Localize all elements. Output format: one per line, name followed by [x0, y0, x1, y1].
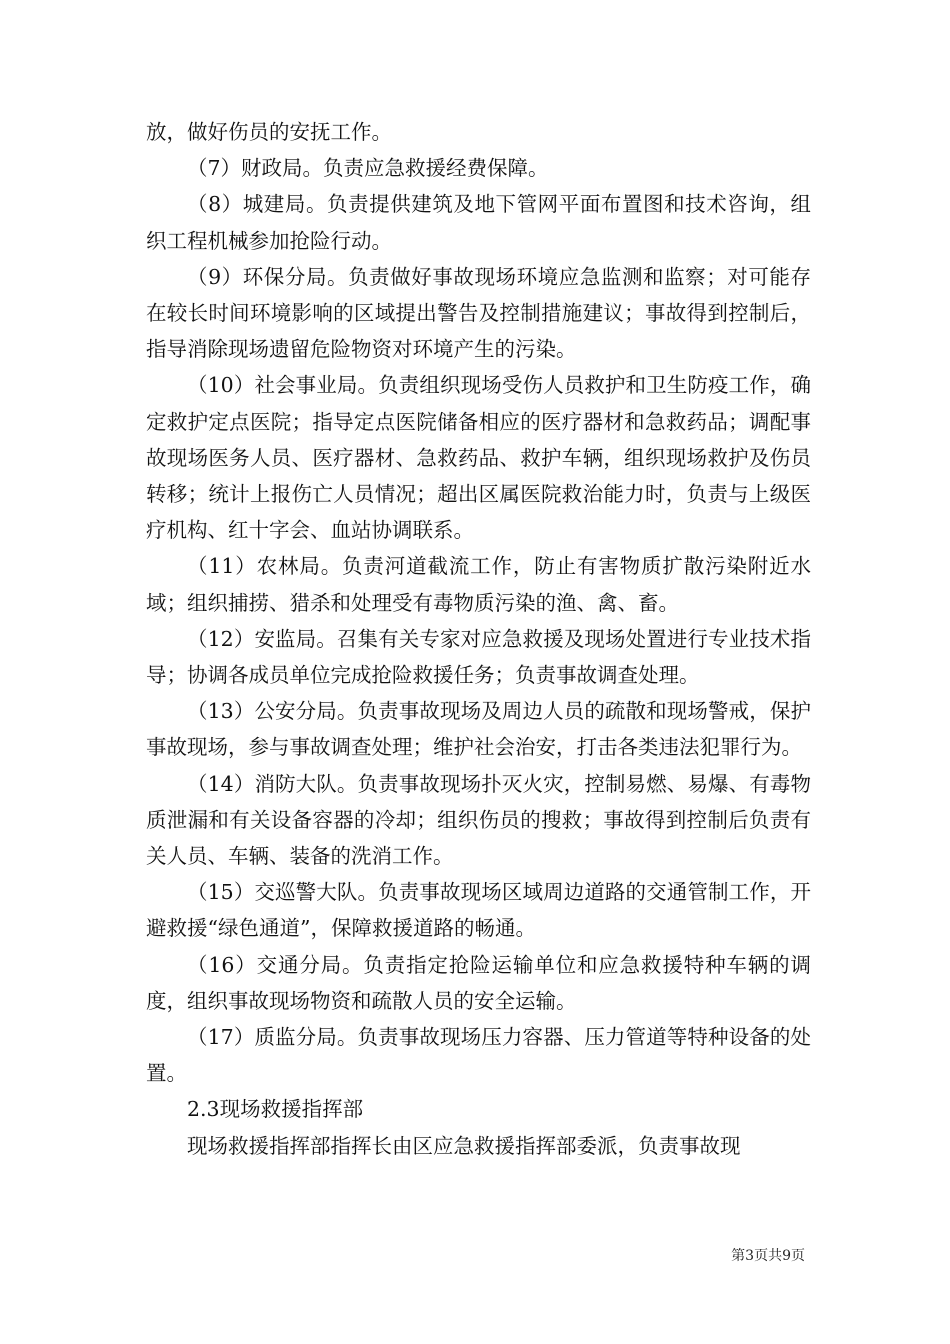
paragraph-continuation: 放，做好伤员的安抚工作。 [146, 120, 392, 144]
paragraph-environment-bureau: （9）环保分局。负责做好事故现场环境应急监测和监察；对可能存在较长时间环境影响的区域提出警告及控制措施建议；事故得到控制后，指导消除现场遗留危险物资对环境产生的污染。 [146, 264, 811, 362]
paragraph-traffic-police: （15）交巡警大队。负责事故现场区域周边道路的交通管制工作，开避救援“绿色通道”，保障救援道路的畅通。 [146, 880, 811, 941]
paragraph-public-security: （13）公安分局。负责事故现场及周边人员的疏散和现场警戒，保护事故现场，参与事故调查处理；维护社会治安，打击各类违法犯罪行为。 [146, 699, 811, 760]
document-body [146, 114, 811, 1164]
paragraph-finance-bureau: （7）财政局。负责应急救援经费保障。 [187, 156, 549, 181]
page-footer [0, 1245, 950, 1265]
paragraph-social-affairs-bureau: （10）社会事业局。负责组织现场受伤人员救护和卫生防疫工作，确定救护定点医院；指导定点医院储备相应的医疗器材和急救药品；调配事故现场医务人员、医疗器材、急救药品、救护车辆，组织现场救护及伤员转移；统计上报伤亡人员情况；超出区属医院救治能力时，负责与上级医疗机构、红十字会、血站协调联系。 [146, 373, 811, 543]
paragraph-fire-brigade: （14）消防大队。负责事故现场扑灭火灾，控制易燃、易爆、有毒物质泄漏和有关设备容器的冷却；组织伤员的搜救；事故得到控制后负责有关人员、车辆、装备的洗消工作。 [146, 771, 811, 869]
section-heading: 2.3现场救援指挥部 [187, 1097, 364, 1122]
paragraph-quality-bureau: （17）质监分局。负责事故现场压力容器、压力管道等特种设备的处置。 [146, 1025, 811, 1086]
paragraph-safety-bureau: （12）安监局。召集有关专家对应急救援及现场处置进行专业技术指导；协调各成员单位完成抢险救援任务；负责事故调查处理。 [146, 626, 811, 688]
paragraph-command-center: 现场救援指挥部指挥长由区应急救援指挥部委派，负责事故现 [187, 1133, 741, 1158]
page-number: 第3页共9页 [731, 1248, 805, 1264]
paragraph-construction-bureau: （8）城建局。负责提供建筑及地下管网平面布置图和技术咨询，组织工程机械参加抢险行动。 [146, 192, 811, 253]
paragraph-agriculture-bureau: （11）农林局。负责河道截流工作，防止有害物质扩散污染附近水域；组织捕捞、猎杀和处理受有毒物质污染的渔、禽、畜。 [146, 554, 811, 615]
paragraph-transport-bureau: （16）交通分局。负责指定抢险运输单位和应急救援特种车辆的调度，组织事故现场物资和疏散人员的安全运输。 [146, 952, 811, 1013]
